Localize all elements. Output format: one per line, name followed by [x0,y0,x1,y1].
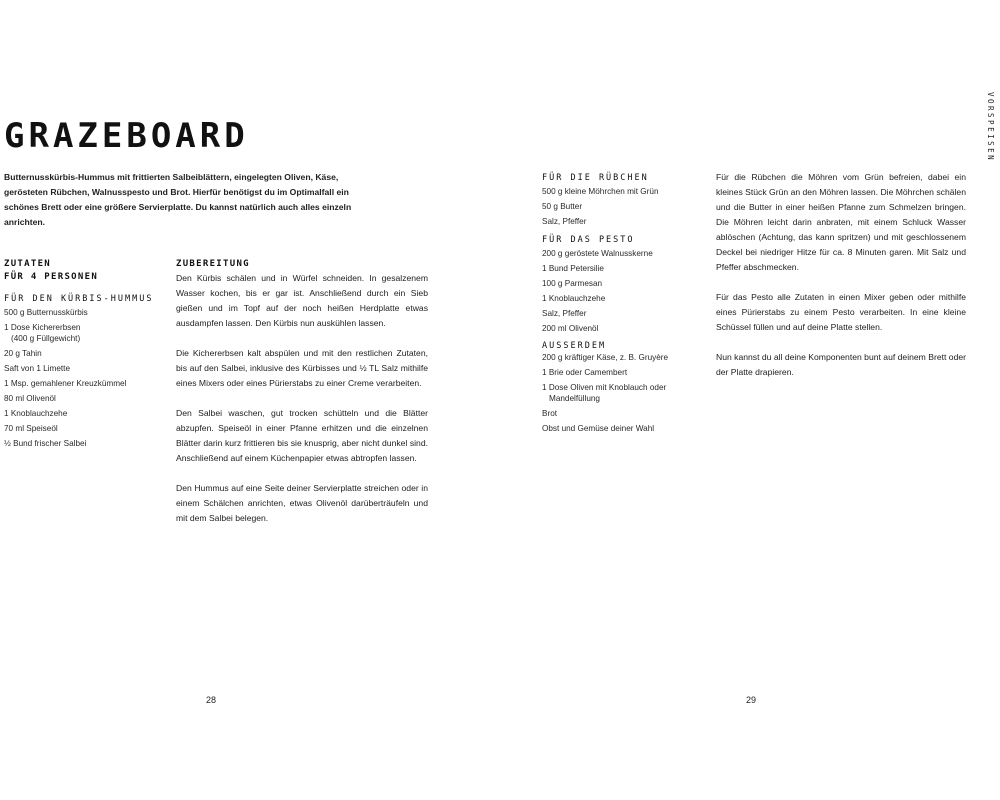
step-paragraph: Den Kürbis schälen und in Würfel schneiden. In gesalzenem Wasser kochen, bis er gar ist. Anschließend durch ein Sieb gießen und im Topf auf der noch heißen Herdplatte etwas ausdampfen lassen. Den Kürbis nun auskühlen lassen. [176,273,428,328]
list-item: 200 g geröstete Walnusskerne [542,248,653,258]
list-item: ½ Bund frischer Salbei [4,438,87,448]
list-item: 100 g Parmesan [542,278,603,288]
pesto-heading: FÜR DAS PESTO [542,234,635,245]
list-item: 1 Dose Kichererbsen [4,323,81,332]
right-preparation-column [716,170,966,395]
page-number-right: 29 [746,695,757,705]
step-paragraph: Für die Rübchen die Möhren vom Grün befreien, dabei ein kleines Stück Grün an den Möhren lassen. Die Möhrchen schälen und die Butter in einer heißen Pfanne zum Schmelzen bringen. Die Möhren leicht darin anbraten, mit einem Schluck Wasser ablöschen (Achtung, das kann spritzen) und mit geschlossenem Deckel bei niedriger Hitze für ca. 8 Minuten garen. Mit Salz und Pfeffer abschmecken. [716,172,966,272]
hummus-heading: FÜR DEN KÜRBIS-HUMMUS [4,294,154,304]
list-item: 80 ml Olivenöl [4,393,56,403]
list-item: 70 ml Speiseöl [4,423,58,433]
section-label: VORSPEISEN [986,92,995,163]
list-item: 200 ml Olivenöl [542,323,599,333]
list-item: 50 g Butter [542,202,583,211]
page-number-left: 28 [206,695,217,705]
step-paragraph: Für das Pesto alle Zutaten in einen Mixer geben oder mithilfe eines Pürierstabs zu einem Pesto verarbeiten. In eine kleine Schüssel füllen und auf deine Platte stellen. [716,292,966,332]
list-item: 1 Brie oder Camembert [542,368,628,377]
list-item: Salz, Pfeffer [542,217,587,226]
list-item: 1 Knoblauchzehe [4,408,68,418]
servings-heading: FÜR 4 PERSONEN [4,272,99,282]
ausserdem-ingredient-list [542,353,702,434]
list-item: 1 Knoblauchzehe [542,293,606,303]
step-paragraph: Den Hummus auf eine Seite deiner Servierplatte streichen oder in einem Schälchen anrichten, etwas Olivenöl darüberträufeln und mit dem Salbei belegen. [176,483,428,523]
step-paragraph: Den Salbei waschen, gut trocken schütteln und die Blätter abzupfen. Speiseöl in einer Pfanne erhitzen und die einzelnen Blätter darin kurz frittieren bis sie knusprig, aber nicht dunkel sind. Anschließend auf einem Küchenpapier etwas abtropfen lassen. [176,408,428,463]
ingredients-column [4,258,164,454]
intro-text: Butternusskürbis-Hummus mit frittierten Salbeiblättern, eingelegten Oliven, Käse, gerösteten Rübchen, Walnusspesto und Brot. Hierfür benötigst du im Optimalfall ein schönes Brett oder eine größere Servierplatte. Du kannst natürlich auch alles einzeln anrichten. [4,172,352,227]
list-item: (400 g Füllgewicht) [11,333,81,343]
list-item: 200 g kräftiger Käse, z. B. Gruyère [542,353,669,362]
ausserdem-heading: AUSSERDEM [542,341,607,351]
ruebchen-heading: FÜR DIE RÜBCHEN [542,173,649,183]
step-paragraph: Die Kichererbsen kalt abspülen und mit den restlichen Zutaten, bis auf den Salbei, inklusive des Kürbisses und ½ TL Salz mithilfe eines Mixers oder eines Pürierstabs zu einer Creme verarbeiten. [176,348,428,388]
list-item: Brot [542,408,558,418]
list-item: 1 Msp. gemahlener Kreuzkümmel [4,378,127,388]
list-item: Saft von 1 Limette [4,363,70,373]
list-item: 500 g kleine Möhrchen mit Grün [542,187,659,196]
preparation-column [176,258,428,541]
list-item: Salz, Pfeffer [542,308,587,318]
page-title: GRAZEBOARD [4,116,249,156]
zutaten-heading: ZUTATEN [4,259,52,269]
zubereitung-heading: ZUBEREITUNG [176,259,250,269]
list-item: 1 Bund Petersilie [542,263,604,273]
pesto-ingredient-list [542,249,702,335]
right-ingredients-column [542,172,702,439]
list-item: Mandelfüllung [549,393,600,403]
list-item: Obst und Gemüse deiner Wahl [542,423,655,433]
hummus-ingredient-list [4,308,164,449]
step-paragraph: Nun kannst du all deine Komponenten bunt auf deinem Brett oder der Platte drapieren. [716,352,966,377]
list-item: 500 g Butternusskürbis [4,308,88,317]
list-item: 20 g Tahin [4,348,42,358]
list-item: 1 Dose Oliven mit Knoblauch oder [542,383,667,392]
ruebchen-ingredient-list [542,187,702,228]
